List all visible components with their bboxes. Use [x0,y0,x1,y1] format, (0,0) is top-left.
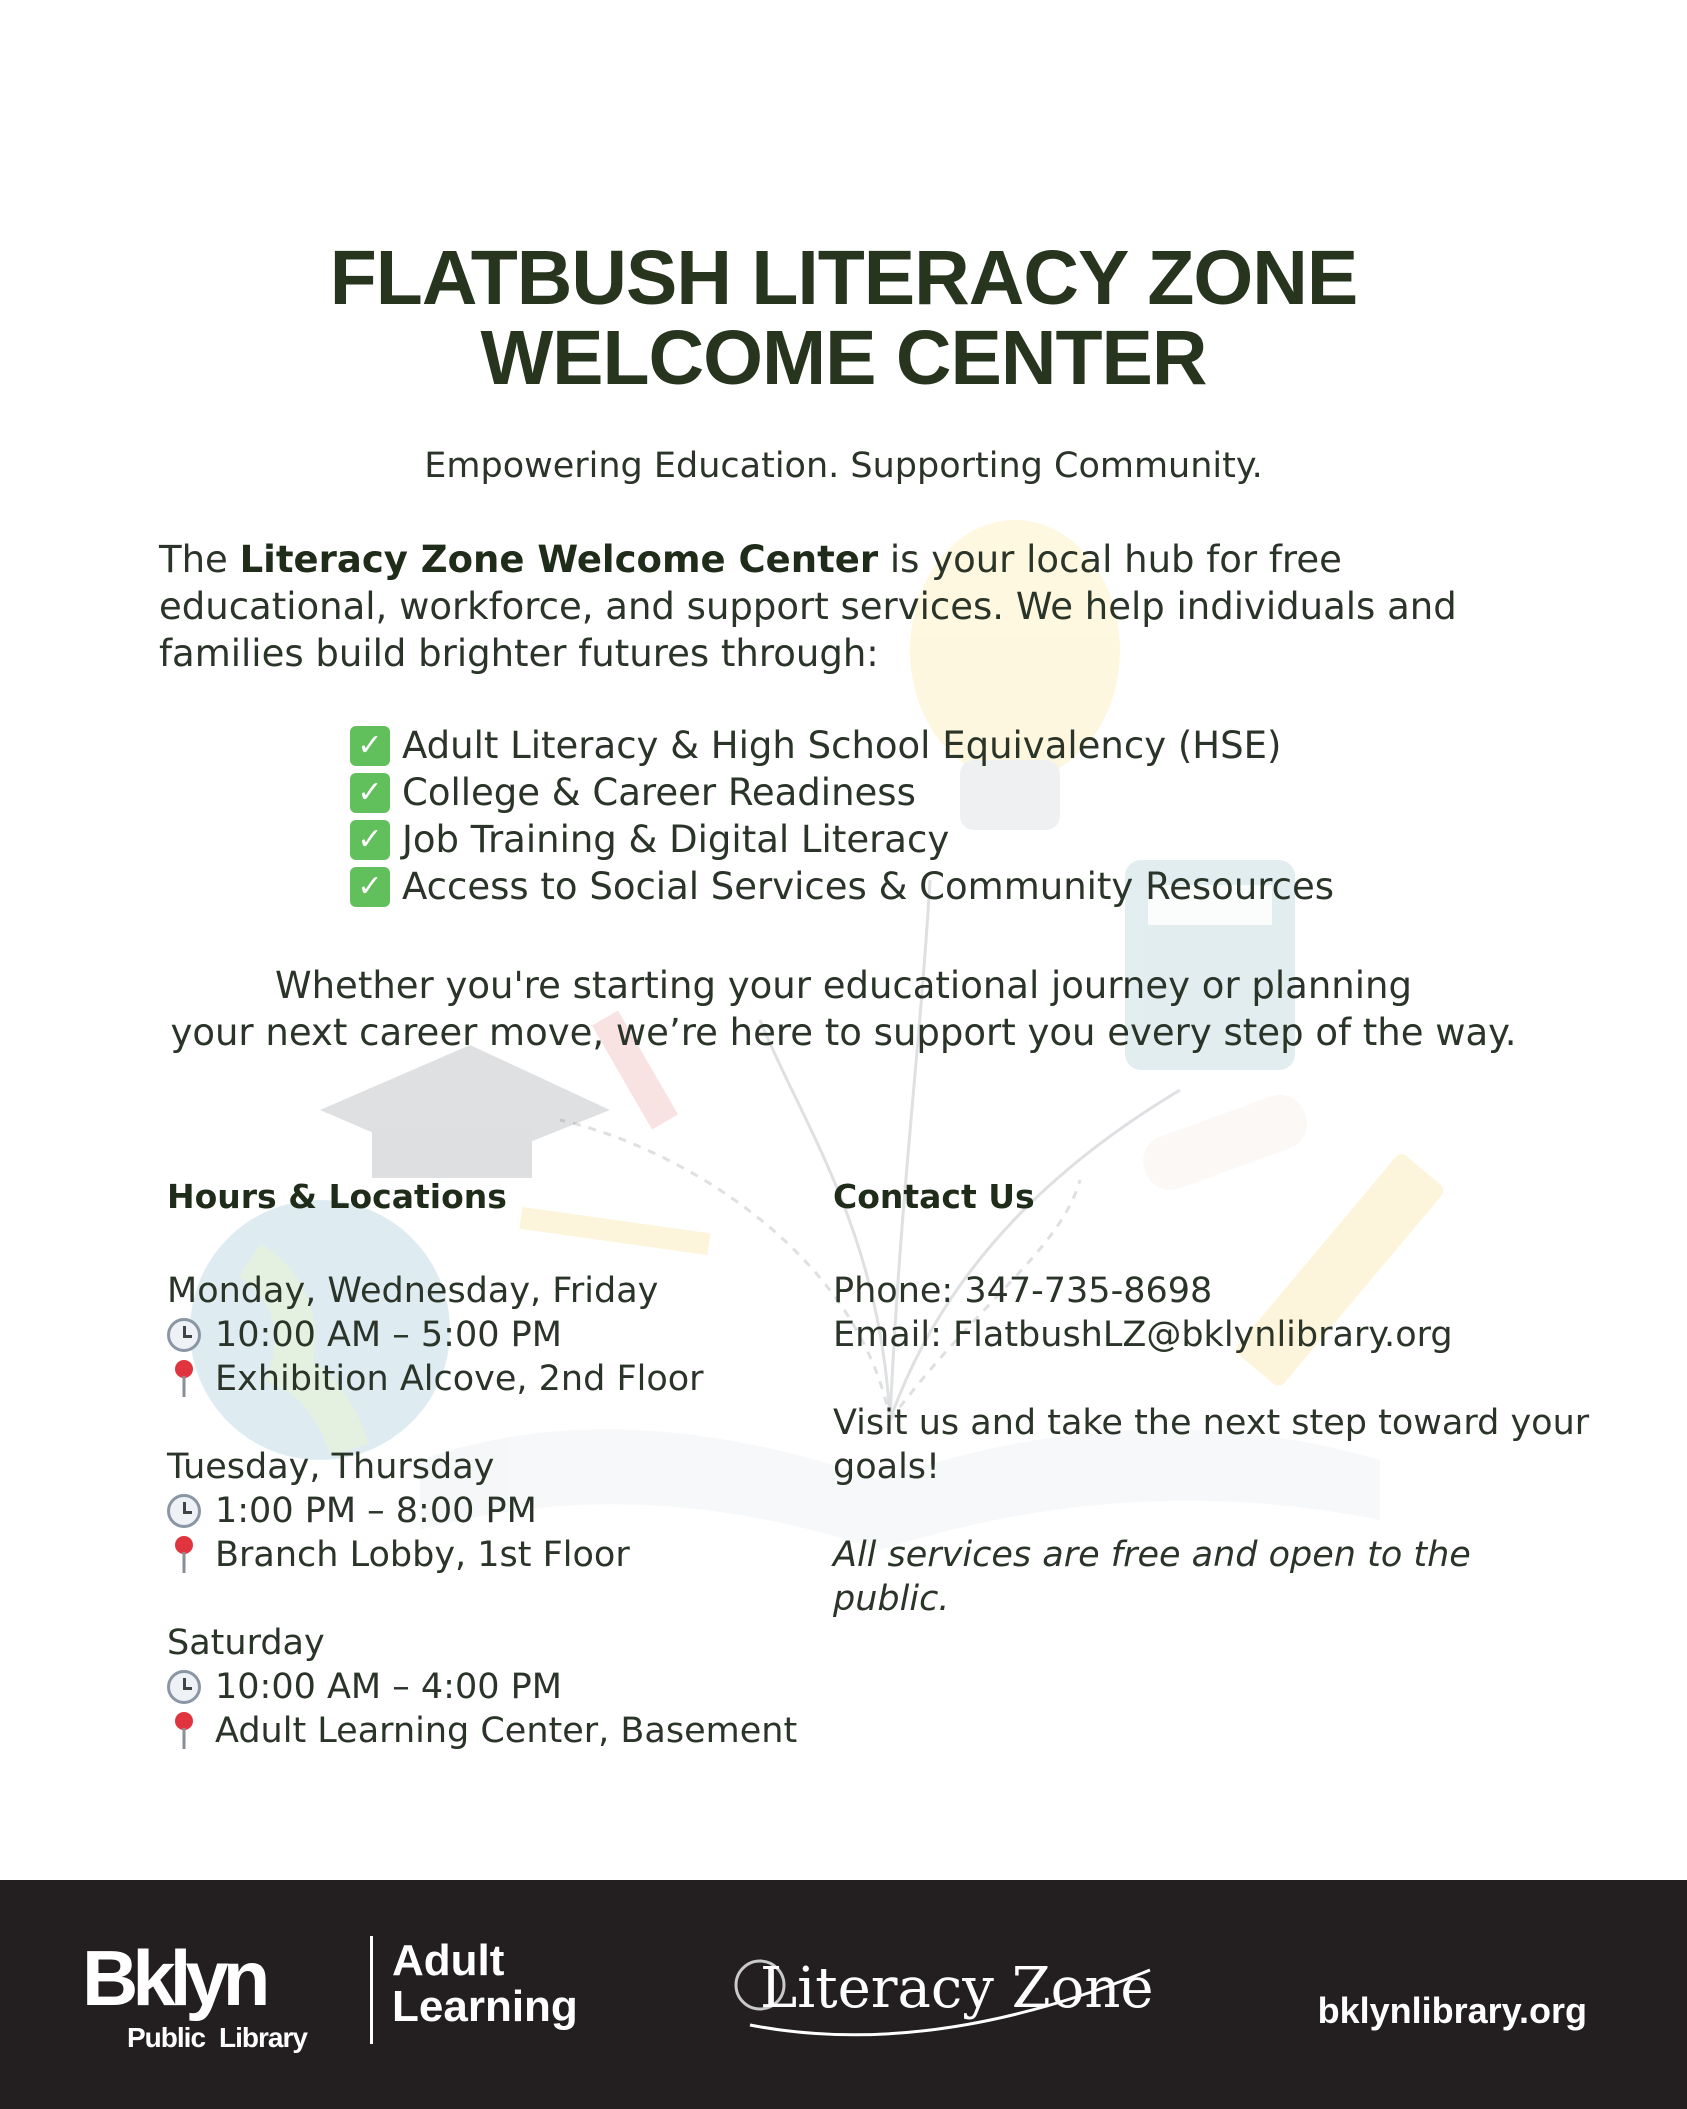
check-box-icon: ✓ [350,773,390,813]
check-box-icon: ✓ [350,726,390,766]
service-item [350,722,1450,769]
title-line-1: FLATBUSH LITERACY ZONE [329,235,1358,321]
logo-divider [370,1936,373,2044]
adult-learning-logo [392,1938,578,2030]
contact-section [833,1175,1593,1621]
clock-icon [167,1318,201,1352]
page-title [0,235,1687,401]
service-item [350,863,1450,910]
schedule-time-row [167,1489,807,1533]
bklyn-public-library-logo [82,1934,307,2053]
adult-label: Adult [392,1936,505,1985]
pushpin-icon [167,1711,201,1751]
service-item [350,816,1450,863]
closing-line-2: your next career move, we’re here to support you every step of the way. [170,1011,1517,1054]
service-label: College & Career Readiness [402,771,916,814]
intro-suffix: is your local hub for free educational, workforce, and support services. We help individuals and families build brighter futures through: [159,538,1457,675]
check-box-icon: ✓ [350,820,390,860]
pushpin-icon [167,1359,201,1399]
footer-bar [0,1880,1687,2109]
intro-bold: Literacy Zone Welcome Center [239,538,879,581]
tagline: Empowering Education. Supporting Community. [424,446,1263,486]
closing-line-1: Whether you're starting your educational journey or planning [275,964,1412,1007]
schedule-location-row [167,1709,807,1753]
literacy-zone-wordmark: Literacy Zone [760,1956,1154,2021]
visit-text: Visit us and take the next step toward your goals! [833,1403,1590,1487]
public-library-wordmark: Public Library [127,2022,307,2053]
schedule-location: Exhibition Alcove, 2nd Floor [215,1359,704,1399]
literacy-zone-logo [730,1930,1160,2050]
schedule-block [167,1269,807,1401]
contact-email: Email: FlatbushLZ@bklynlibrary.org [833,1315,1453,1355]
hours-heading: Hours & Locations [167,1177,507,1216]
check-box-icon: ✓ [350,867,390,907]
learning-label: Learning [392,1982,578,2031]
clock-icon [167,1670,201,1704]
intro-paragraph [159,536,1559,677]
service-label: Adult Literacy & High School Equivalency (HSE) [402,724,1282,767]
schedule-time-row [167,1665,807,1709]
hours-section [167,1175,807,1797]
website-link[interactable]: bklynlibrary.org [1317,1990,1587,2031]
schedule-days: Monday, Wednesday, Friday [167,1271,659,1311]
contact-phone: Phone: 347-735-8698 [833,1271,1213,1311]
schedule-days: Tuesday, Thursday [167,1447,495,1487]
closing-paragraph [0,962,1687,1056]
schedule-location-row [167,1533,807,1577]
schedule-time-row [167,1313,807,1357]
schedule-block [167,1621,807,1753]
schedule-time: 1:00 PM – 8:00 PM [215,1491,537,1531]
schedule-location-row [167,1357,807,1401]
contact-heading: Contact Us [833,1177,1035,1216]
schedule-time: 10:00 AM – 4:00 PM [215,1667,562,1707]
schedule-time: 10:00 AM – 5:00 PM [215,1315,562,1355]
schedule-days: Saturday [167,1623,325,1663]
schedule-location: Adult Learning Center, Basement [215,1711,798,1751]
clock-icon [167,1494,201,1528]
bklyn-wordmark: Bklyn [82,1934,265,2022]
intro-prefix: The [159,538,240,581]
title-line-2: WELCOME CENTER [480,315,1207,401]
service-label: Job Training & Digital Literacy [402,818,950,861]
pushpin-icon [167,1535,201,1575]
schedule-block [167,1445,807,1577]
service-item [350,769,1450,816]
services-list [350,722,1450,910]
service-label: Access to Social Services & Community Resources [402,865,1335,908]
free-services-note: All services are free and open to the public. [833,1535,1471,1619]
schedule-location: Branch Lobby, 1st Floor [215,1535,630,1575]
